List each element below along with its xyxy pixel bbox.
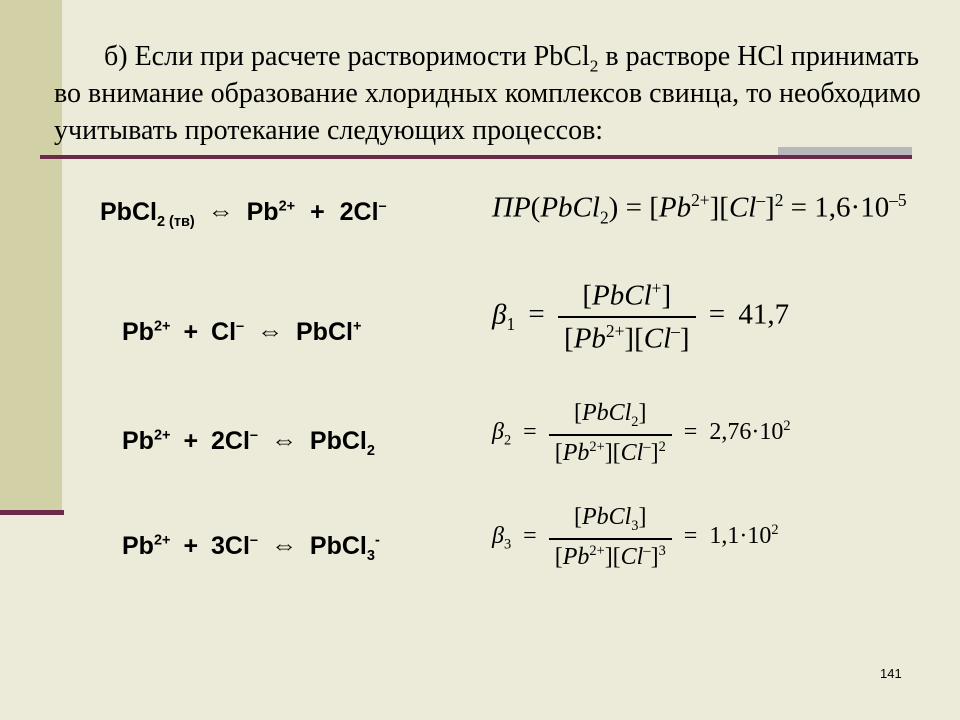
- chloride: Cl: [620, 439, 644, 466]
- beta2-equation: [492, 400, 791, 467]
- equals-sign: =: [683, 418, 698, 445]
- sidebar-bottom-rule: [0, 510, 64, 515]
- equilibrium-arrow-icon: ⇔: [257, 316, 284, 346]
- ksp-exponent: –5: [889, 190, 907, 210]
- beta1-equation: [492, 278, 789, 355]
- ligand-charge: –: [249, 427, 258, 444]
- equals-sign: =: [528, 298, 545, 331]
- chloride-power: 3: [658, 542, 666, 559]
- reactant-charge: 2+: [153, 318, 171, 335]
- intro-paragraph: [54, 38, 934, 149]
- equilibrium-arrow-icon: ⇔: [270, 425, 297, 455]
- complex-subscript: 3: [631, 517, 639, 534]
- chloride-charge: –: [643, 542, 651, 559]
- beta3-numerator: [PbCl$_3$]: [573, 504, 647, 534]
- ligand: 3Cl: [211, 532, 250, 560]
- complex-charge: -: [374, 532, 380, 549]
- intro-text-start: б) Если при расчете растворимости PbCl: [104, 41, 590, 72]
- equals-sign: =: [523, 418, 537, 445]
- complex-subscript: 2: [366, 443, 375, 459]
- ligand-charge: –: [236, 318, 245, 335]
- reactant: PbCl: [100, 198, 157, 226]
- plus-sign: +: [183, 427, 199, 455]
- beta-symbol: β: [492, 298, 507, 331]
- lead-ion: Pb: [573, 322, 606, 355]
- beta2-exponent: 2: [783, 417, 791, 434]
- reaction-dissolution: [100, 196, 387, 230]
- reactant-ion: Pb: [122, 427, 154, 455]
- beta-index: 2: [503, 432, 512, 449]
- ligand: 2Cl: [211, 427, 250, 455]
- reactant-state: 2 (тв): [156, 214, 195, 230]
- ksp-value: 1,6: [814, 191, 851, 224]
- complex-subscript: 2: [631, 413, 639, 430]
- reaction-complex-3: [122, 530, 380, 564]
- beta1-fraction: [558, 278, 696, 355]
- reaction-complex-1: [122, 316, 361, 347]
- reaction-complex-2: [122, 425, 375, 459]
- ksp-power: 2: [774, 190, 784, 210]
- solubility-product-equation: ПР(PbCl$_2$) = $[Pb^{2+}][Cl^-]^2 = 1,6\cdot 10^{-5}$: [492, 190, 907, 228]
- beta2-base: 10: [759, 418, 784, 445]
- intro-subscript: 2: [589, 56, 599, 76]
- beta-index: 1: [506, 314, 516, 335]
- beta3-denominator: $[Pb^{2+}][Cl^-]^3$: [549, 538, 672, 571]
- beta2-value: 2,76: [709, 418, 752, 445]
- ksp-species: PbCl: [540, 191, 600, 224]
- slide-sidebar-band: [0, 0, 62, 512]
- chloride: Cl: [620, 543, 644, 570]
- beta3-equation: [492, 504, 779, 571]
- complex-subscript: 3: [366, 548, 375, 564]
- complex-formula: PbCl: [581, 504, 632, 530]
- reactant-ion: Pb: [122, 532, 154, 560]
- lead-charge: 2+: [589, 438, 605, 455]
- complex-formula: PbCl: [592, 279, 652, 312]
- beta1-value: 41,7: [738, 298, 790, 331]
- lead-ion: Pb: [562, 439, 590, 466]
- ksp-chloride-charge: –: [756, 190, 766, 210]
- reactant-charge: 2+: [153, 427, 171, 444]
- equilibrium-arrow-icon: ⇔: [207, 196, 234, 226]
- cdot-sign: ·: [850, 191, 861, 224]
- ligand-charge: –: [249, 532, 258, 549]
- reactant-charge: 2+: [153, 532, 171, 549]
- cdot-sign: ·: [751, 418, 760, 445]
- beta1-denominator: $[Pb^{2+}][Cl^-]$: [558, 316, 696, 356]
- reactant-ion: Pb: [122, 318, 154, 346]
- beta3-value: 1,1: [709, 522, 740, 549]
- page-number: 141: [880, 666, 902, 681]
- ligand: Cl: [211, 318, 237, 346]
- equals-sign: =: [708, 298, 726, 331]
- chloride: Cl: [643, 322, 672, 355]
- complex: PbCl: [296, 318, 353, 346]
- complex-charge: +: [352, 318, 362, 335]
- cdot-sign: ·: [739, 522, 748, 549]
- complex: PbCl: [309, 532, 367, 560]
- beta3-fraction: [549, 504, 672, 571]
- equals-sign: =: [790, 191, 808, 224]
- chloride-power: 2: [658, 438, 666, 455]
- product-anion: 2Cl: [339, 198, 379, 226]
- chloride-charge: –: [671, 320, 680, 341]
- lead-charge: 2+: [605, 320, 625, 341]
- equals-sign: =: [625, 191, 642, 224]
- lead-ion: Pb: [562, 543, 590, 570]
- complex-formula: PbCl: [581, 400, 632, 426]
- title-divider-line: [40, 155, 912, 159]
- product-ion: Pb: [246, 198, 279, 226]
- beta1-numerator: [PbCl+]: [582, 278, 672, 312]
- beta2-numerator: [PbCl$_2$]: [573, 400, 647, 430]
- equals-sign: =: [523, 522, 537, 549]
- beta3-exponent: 2: [771, 521, 779, 538]
- ksp-species-sub: 2: [599, 207, 609, 228]
- plus-sign: +: [183, 318, 199, 346]
- ksp-base: 10: [860, 191, 890, 224]
- beta-symbol: β: [492, 418, 504, 445]
- product-charge: 2+: [278, 198, 296, 215]
- ksp-label: ПР: [492, 191, 531, 224]
- chloride-charge: –: [643, 438, 651, 455]
- equals-sign: =: [683, 522, 698, 549]
- complex: PbCl: [309, 427, 367, 455]
- ksp-lead-charge: 2+: [691, 190, 710, 210]
- lead-charge: 2+: [589, 542, 605, 559]
- ksp-chloride: Cl: [728, 191, 757, 224]
- beta-symbol: β: [492, 522, 504, 549]
- intro-text-end: в растворе HCl принимать во внимание образование хлоридных комплексов свинца, то необходимо учитывать протекание следующих процессов:: [54, 41, 921, 146]
- beta3-base: 10: [747, 522, 772, 549]
- beta-index: 3: [503, 536, 512, 553]
- anion-charge: –: [378, 198, 387, 215]
- equilibrium-arrow-icon: ⇔: [270, 530, 297, 560]
- plus-sign: +: [310, 198, 325, 226]
- ksp-lead-ion: Pb: [658, 191, 692, 224]
- plus-sign: +: [183, 532, 199, 560]
- complex-charge: +: [651, 278, 662, 298]
- beta2-denominator: $[Pb^{2+}][Cl^-]^2$: [549, 434, 672, 467]
- beta2-fraction: [549, 400, 672, 467]
